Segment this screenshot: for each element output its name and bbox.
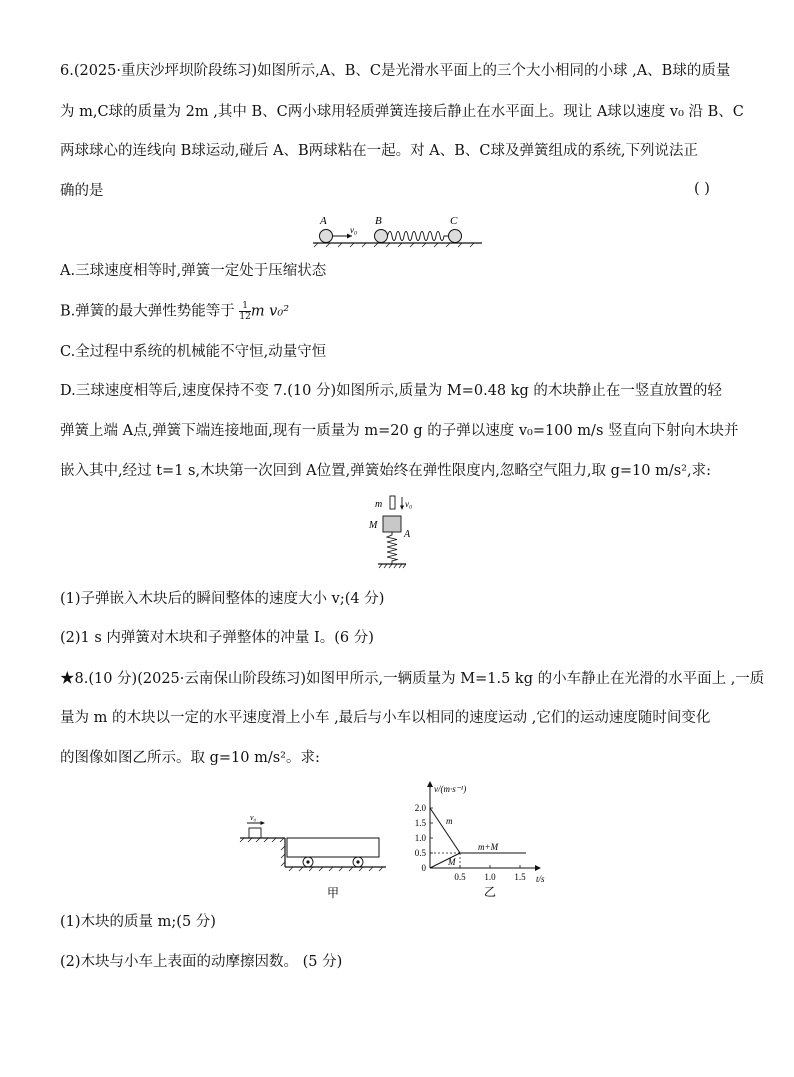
wooden-block xyxy=(383,516,401,532)
q7-line-2: 弹簧上端 A点,弹簧下端连接地面,现有一质量为 m=20 g 的子弹以速度 v₀=100 m/s 竖直向下射向木块并 xyxy=(60,423,739,439)
cart-body xyxy=(287,838,379,857)
q6-balls-spring-figure xyxy=(310,212,490,248)
label-v0-bullet: v₀ xyxy=(405,499,413,509)
label-M-block: M xyxy=(369,520,378,531)
label-m-bullet: m xyxy=(375,499,383,510)
series-label-mM: m+M xyxy=(478,842,499,852)
label-c: C xyxy=(450,215,458,227)
option-b-suffix: m v₀² xyxy=(250,303,290,320)
label-v0-block: v₀ xyxy=(250,813,257,822)
q7-block-spring-figure xyxy=(360,493,420,575)
q8-sub-2: (2)木块与小车上表面的动摩擦因数。 (5 分) xyxy=(60,954,343,970)
ball-c xyxy=(449,230,462,243)
fraction-denominator: 12 xyxy=(239,312,251,322)
series-label-m: m xyxy=(446,816,453,826)
fraction-one-twelfth xyxy=(239,301,250,322)
q8-cart-figure xyxy=(238,812,388,902)
q8-vt-graph xyxy=(400,776,570,901)
q6-line-4: 确的是 xyxy=(60,183,104,199)
caption-yi: 乙 xyxy=(484,885,497,899)
q6-line-2: 为 m,C球的质量为 2m ,其中 B、C两小球用轻质弹簧连接后静止在水平面上。现让 A球以速度 v₀ 沿 B、C xyxy=(60,104,744,120)
y-tick-label: 1.5 xyxy=(414,818,426,828)
q6-option-a: A.三球速度相等时,弹簧一定处于压缩状态 xyxy=(60,263,327,279)
vertical-spring xyxy=(387,532,397,564)
ball-b xyxy=(375,230,388,243)
label-v0: v₀ xyxy=(350,225,358,235)
option-b-prefix: B.弹簧的最大弹性势能等于 xyxy=(60,303,235,320)
q7-sub-1: (1)子弹嵌入木块后的瞬间整体的速度大小 v;(4 分) xyxy=(60,591,385,607)
q6-line-1: 6.(2025·重庆沙坪坝阶段练习)如图所示,A、B、C是光滑水平面上的三个大小相同的小球 ,A、B球的质量 xyxy=(60,63,731,79)
q6-option-b xyxy=(60,301,289,322)
series-line-M xyxy=(430,853,526,868)
y-tick-label: 2.0 xyxy=(414,803,426,813)
small-block xyxy=(249,828,261,838)
q6-line-3: 两球球心的连线向 B球运动,碰后 A、B两球粘在一起。对 A、B、C球及弹簧组成的系统,下列说法正 xyxy=(60,143,699,159)
label-b: B xyxy=(375,215,382,227)
y-axis-label: v/(m·s⁻¹) xyxy=(434,784,467,794)
series-label-M: M xyxy=(448,857,456,867)
caption-jia: 甲 xyxy=(327,886,340,900)
q7-line-3: 嵌入其中,经过 t=1 s,木块第一次回到 A位置,弹簧始终在弹性限度内,忽略空气阻力,取 g=10 m/s²,求: xyxy=(60,463,711,479)
ball-a xyxy=(320,230,333,243)
q8-line-3: 的图像如图乙所示。取 g=10 m/s²。求: xyxy=(60,750,320,766)
label-a: A xyxy=(320,215,327,227)
answer-bracket: ( ) xyxy=(694,181,710,197)
y-tick-label: 1.0 xyxy=(414,833,426,843)
q8-line-2: 量为 m 的木块以一定的水平速度滑上小车 ,最后与小车以相同的速度运动 ,它们的运动速度随时间变化 xyxy=(60,710,711,726)
x-tick-label: 0.5 xyxy=(454,872,466,882)
q6-option-d-q7-line-1: D.三球速度相等后,速度保持不变 7.(10 分)如图所示,质量为 M=0.48 kg 的木块静止在一竖直放置的轻 xyxy=(60,383,722,399)
x-axis-label: t/s xyxy=(536,874,545,884)
y-tick-label: 0 xyxy=(421,863,426,873)
x-tick-label: 1.0 xyxy=(484,872,496,882)
y-tick-label: 0.5 xyxy=(414,848,426,858)
q8-sub-1: (1)木块的质量 m;(5 分) xyxy=(60,914,216,930)
bullet xyxy=(390,496,395,509)
fraction-numerator: 1 xyxy=(239,301,250,312)
x-tick-label: 1.5 xyxy=(514,872,526,882)
q8-line-1: ★8.(10 分)(2025·云南保山阶段练习)如图甲所示,一辆质量为 M=1.5 kg 的小车静止在光滑的水平面上 ,一质 xyxy=(60,671,765,687)
q7-sub-2: (2)1 s 内弹簧对木块和子弹整体的冲量 I。(6 分) xyxy=(60,630,374,646)
q6-option-c: C.全过程中系统的机械能不守恒,动量守恒 xyxy=(60,344,327,360)
label-A-point: A xyxy=(404,529,411,540)
spring-coil xyxy=(388,232,449,241)
